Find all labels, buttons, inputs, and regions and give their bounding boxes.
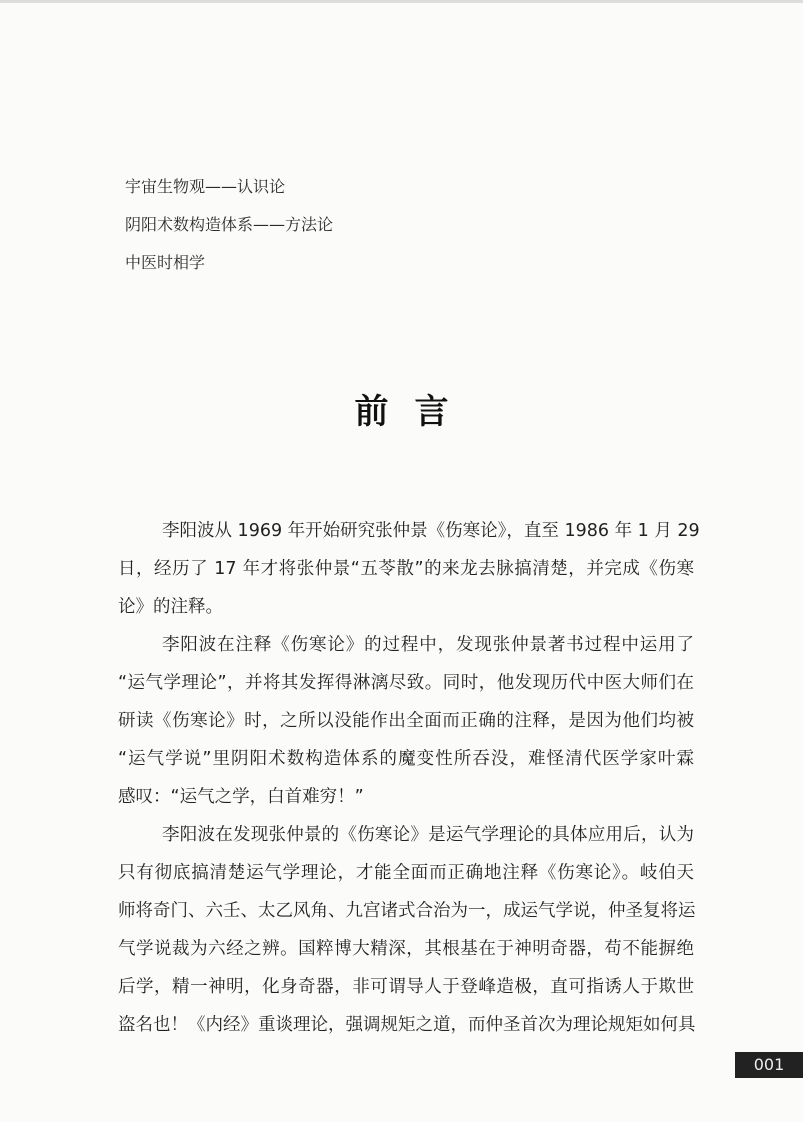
text-line: “运气学理论”，并将其发挥得淋漓尽致。同时，他发现历代中医大师们在 bbox=[118, 673, 694, 693]
text-line: 研读《伤寒论》时，之所以没能作出全面而正确的注释，是因为他们均被 bbox=[118, 711, 694, 731]
contents-item: 中医时相学 bbox=[125, 253, 206, 272]
text-line: 后学，精一神明，化身奇器，非可谓导人于登峰造极，直可指诱人于欺世 bbox=[118, 977, 694, 997]
text-line: 李阳波从 1969 年开始研究张仲景《伤寒论》，直至 1986 年 1 月 29 bbox=[162, 521, 700, 541]
text-line: 感叹：“运气之学，白首难穷！” bbox=[118, 787, 364, 807]
chapter-title: 前言 bbox=[354, 392, 475, 432]
page-edge bbox=[0, 0, 803, 3]
text-line: 师将奇门、六壬、太乙风角、九宫诸式合治为一，成运气学说，仲圣复将运 bbox=[118, 901, 696, 921]
paragraph bbox=[118, 816, 694, 1044]
contents-list bbox=[125, 168, 333, 282]
text-line: 论》的注释。 bbox=[118, 597, 223, 617]
text-line: 日，经历了 17 年才将张仲景“五苓散”的来龙去脉搞清楚，并完成《伤寒 bbox=[118, 559, 694, 579]
text-line: “运气学说”里阴阳术数构造体系的魔变性所吞没，难怪清代医学家叶霖 bbox=[118, 749, 694, 769]
paragraph bbox=[118, 626, 694, 816]
contents-item: 阴阳术数构造体系——方法论 bbox=[125, 215, 334, 234]
body-text bbox=[118, 512, 700, 1044]
paragraph bbox=[118, 512, 700, 626]
text-line: 李阳波在注释《伤寒论》的过程中，发现张仲景著书过程中运用了 bbox=[162, 635, 694, 655]
text-line: 盗名也！《内经》重谈理论，强调规矩之道，而仲圣首次为理论规矩如何具 bbox=[118, 1015, 696, 1035]
page-number: 001 bbox=[735, 1052, 803, 1078]
contents-item: 宇宙生物观——认识论 bbox=[125, 177, 286, 196]
text-line: 只有彻底搞清楚运气学理论，才能全面而正确地注释《伤寒论》。岐伯天 bbox=[118, 863, 694, 883]
text-line: 李阳波在发现张仲景的《伤寒论》是运气学理论的具体应用后，认为 bbox=[162, 825, 694, 845]
text-line: 气学说裁为六经之辨。国粹博大精深，其根基在于神明奇器，苟不能摒绝 bbox=[118, 939, 694, 959]
